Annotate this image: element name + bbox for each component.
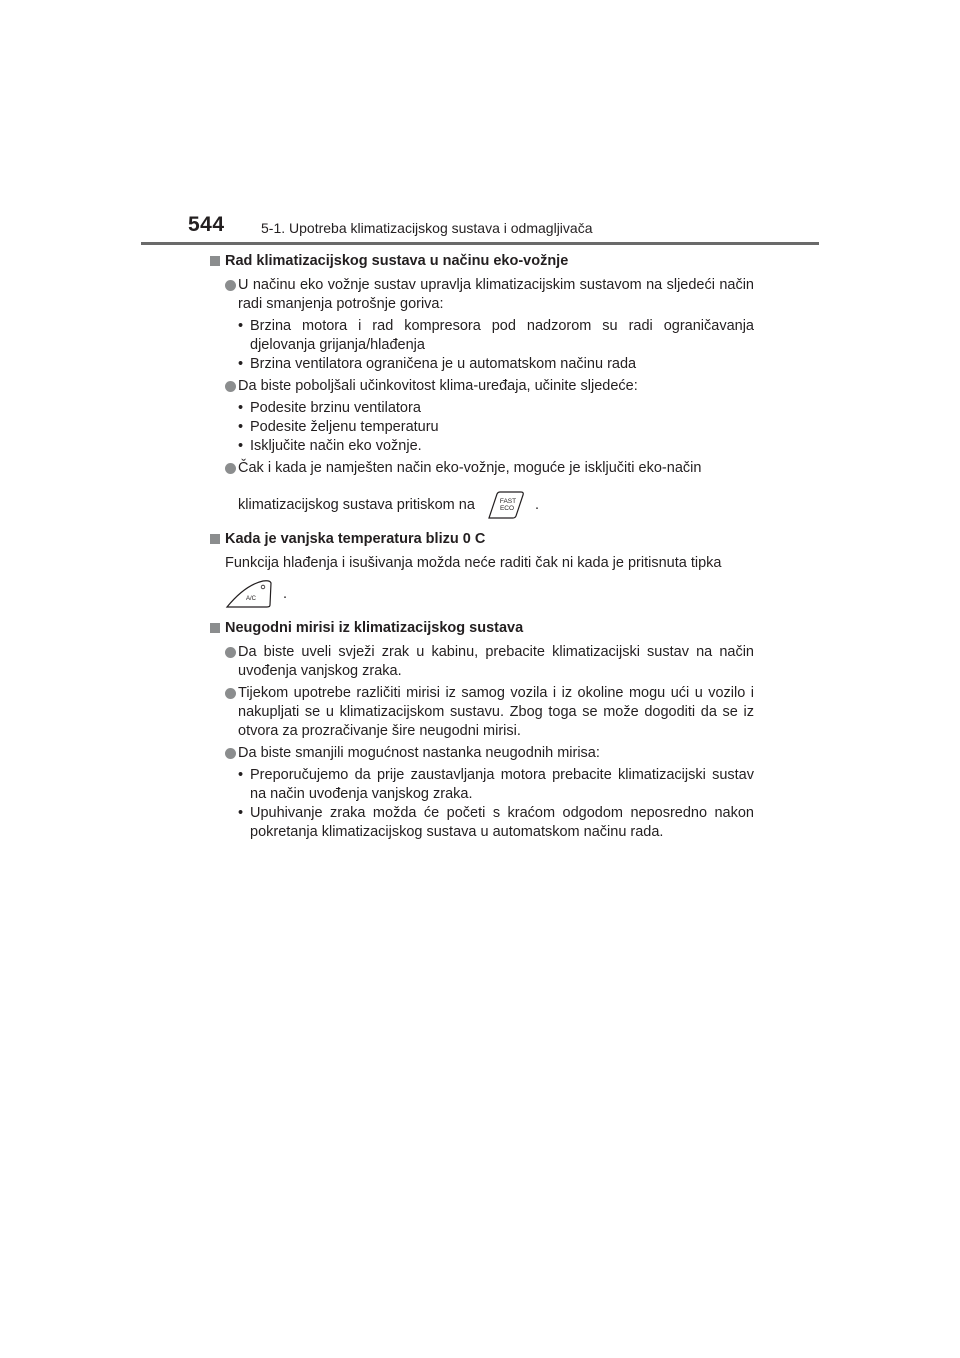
- circle-bullet-icon: [225, 748, 236, 759]
- section-title: Neugodni mirisi iz klimatizacijskog sustava: [209, 619, 754, 638]
- chapter-title: 5-1. Upotreba klimatizacijskog sustava i odmagljivača: [261, 220, 593, 236]
- sub-item: • Brzina ventilatora ograničena je u automatskom načinu rada: [238, 356, 637, 372]
- page-number: 544: [188, 213, 225, 236]
- svg-text:A/C: A/C: [245, 596, 257, 602]
- svg-text:FAST: FAST: [499, 498, 517, 505]
- bullet-item: Da biste uveli svježi zrak u kabinu, prebacite klimatizacijski sustav na način uvođenja vanjskog zraka.: [209, 643, 754, 681]
- square-bullet-icon: [210, 623, 220, 633]
- circle-bullet-icon: [225, 647, 236, 658]
- paragraph: Funkcija hlađenja i isušivanja možda neće raditi čak ni kada je pritisnuta tipka: [225, 555, 722, 571]
- sub-list: [209, 766, 754, 842]
- page-header: [0, 0, 960, 250]
- circle-bullet-icon: [225, 688, 236, 699]
- circle-bullet-icon: [225, 463, 236, 474]
- sub-list: [209, 317, 754, 374]
- sub-marker: •: [238, 419, 244, 435]
- sub-item: • Isključite način eko vožnje.: [238, 438, 422, 454]
- square-bullet-icon: [210, 534, 220, 544]
- circle-bullet-icon: [225, 280, 236, 291]
- sub-marker: •: [238, 805, 244, 821]
- bullet-item: Čak i kada je namješten način eko-vožnje, moguće je isključiti eko-način klimatizacijskog sustava pritiskom na FAST ECO .: [209, 459, 754, 520]
- bullet-item: Tijekom upotrebe različiti mirisi iz samog vozila i iz okoline mogu ući u vozilo i nakupljati se u klimatizacijskom sustavu. Zbog toga se može dogoditi da se iz otvora za prozračivanje šire neugodni mirisi.: [209, 684, 754, 741]
- svg-text:ECO: ECO: [499, 505, 514, 512]
- bullet-item: Da biste poboljšali učinkovitost klima-uređaja, učinite sljedeće:: [209, 377, 754, 396]
- fast-eco-button-icon: [483, 490, 527, 520]
- sub-item: • Preporučujemo da prije zaustavljanja motora prebacite klimatizacijski sustav na način uvođenja vanjskog zraka.: [238, 767, 754, 802]
- bullet-item: Da biste smanjili mogućnost nastanka neugodnih mirisa:: [209, 744, 754, 763]
- sub-marker: •: [238, 767, 244, 783]
- sub-item: • Podesite brzinu ventilatora: [238, 400, 421, 416]
- section-title: Rad klimatizacijskog sustava u načinu eko-vožnje: [209, 252, 754, 271]
- sub-item: • Brzina motora i rad kompresora pod nadzorom su radi ograničavanja djelovanja grijanja/hlađenja: [238, 318, 754, 353]
- section-unpleasant-odors: [209, 619, 754, 842]
- bullet-item: U načinu eko vožnje sustav upravlja klimatizacijskim sustavom na sljedeći način radi smanjenja potrošnje goriva:: [209, 276, 754, 314]
- header-rule: [141, 242, 819, 245]
- section-eco-mode: [209, 252, 754, 520]
- circle-bullet-icon: [225, 381, 236, 392]
- sub-item: • Podesite željenu temperaturu: [238, 419, 439, 435]
- sub-list: [209, 399, 754, 456]
- square-bullet-icon: [210, 256, 220, 266]
- sub-marker: •: [238, 318, 244, 334]
- sub-item: • Upuhivanje zraka možda će početi s kraćom odgodom neposredno nakon pokretanja klimatizacijskog sustava u automatskom načinu rada.: [238, 805, 754, 840]
- section-outside-temperature: Kada je vanjska temperatura blizu 0 C Funkcija hlađenja i isušivanja možda neće raditi čak ni kada je pritisnuta tipka A/C .: [209, 530, 754, 609]
- sub-marker: •: [238, 400, 244, 416]
- page-content: [209, 252, 754, 852]
- sub-marker: •: [238, 438, 244, 454]
- section-title: Kada je vanjska temperatura blizu 0 C: [209, 530, 754, 549]
- sub-marker: •: [238, 356, 244, 372]
- ac-button-icon: [225, 579, 275, 609]
